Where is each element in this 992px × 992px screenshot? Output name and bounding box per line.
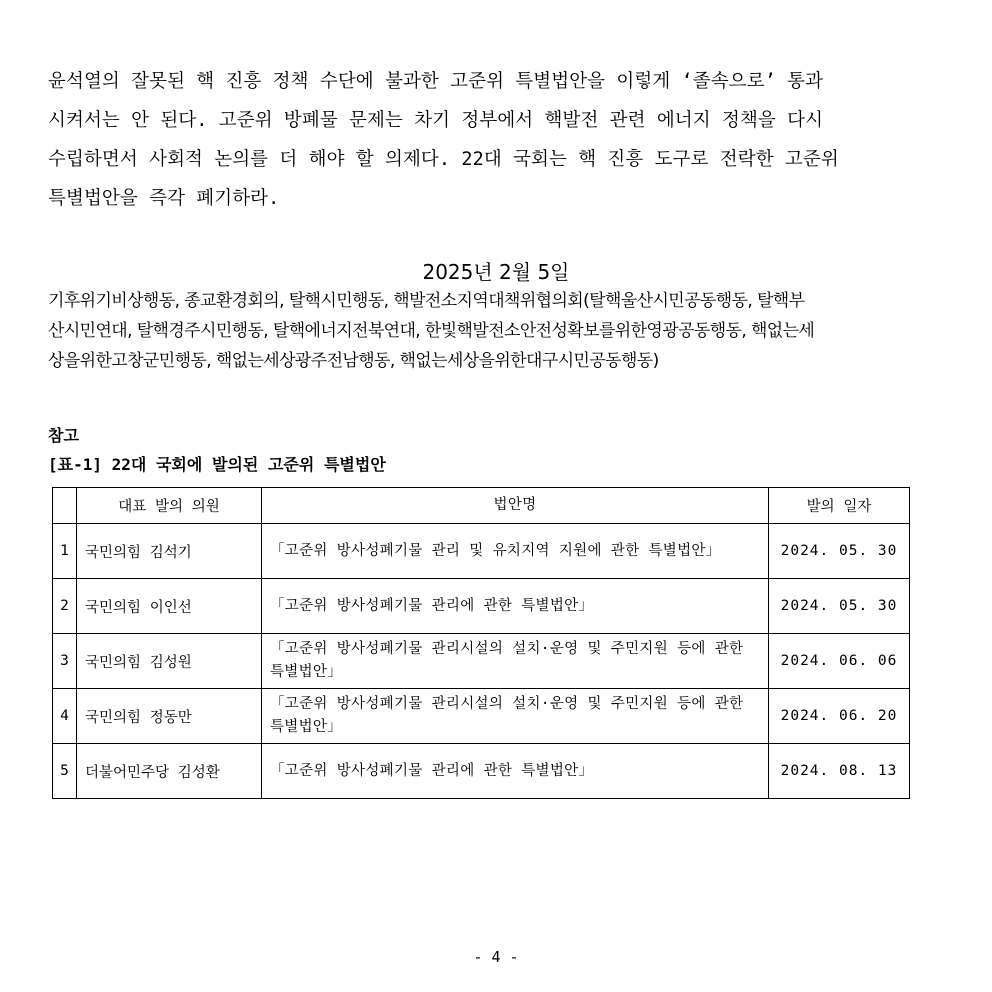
table-row bbox=[53, 634, 910, 689]
row-bill-title: 「고준위 방사성폐기물 관리에 관한 특별법안」 bbox=[262, 744, 769, 799]
table-row bbox=[53, 689, 910, 744]
table-caption: [표-1] 22대 국회에 발의된 고준위 특별법안 bbox=[48, 455, 386, 474]
page-number: - 4 - bbox=[473, 948, 519, 966]
row-bill-title: 「고준위 방사성폐기물 관리시설의 설치·운영 및 주민지원 등에 관한 특별법안」 bbox=[262, 634, 769, 689]
header-proposer: 대표 발의 의원 bbox=[77, 488, 262, 524]
row-number: 2 bbox=[53, 579, 77, 634]
row-number: 4 bbox=[53, 689, 77, 744]
row-bill-title: 「고준위 방사성폐기물 관리 및 유치지역 지원에 관한 특별법안」 bbox=[262, 524, 769, 579]
row-number: 3 bbox=[53, 634, 77, 689]
row-date: 2024. 05. 30 bbox=[769, 579, 910, 634]
signatory-organizations bbox=[48, 286, 948, 376]
statement-paragraph bbox=[48, 62, 944, 218]
row-proposer: 국민의힘 김성원 bbox=[77, 634, 262, 689]
table-row bbox=[53, 579, 910, 634]
paragraph-line: 수립하면서 사회적 논의를 더 해야 할 의제다. 22대 국회는 핵 진흥 도구로 전락한 고준위 bbox=[48, 149, 839, 170]
header-date: 발의 일자 bbox=[769, 488, 910, 524]
row-date: 2024. 05. 30 bbox=[769, 524, 910, 579]
row-number: 5 bbox=[53, 744, 77, 799]
paragraph-line: 특별법안을 즉각 폐기하라. bbox=[48, 188, 280, 209]
reference-label: 참고 bbox=[48, 426, 79, 445]
row-proposer: 국민의힘 이인선 bbox=[77, 579, 262, 634]
row-date: 2024. 08. 13 bbox=[769, 744, 910, 799]
table-row bbox=[53, 524, 910, 579]
row-date: 2024. 06. 20 bbox=[769, 689, 910, 744]
row-proposer: 더불어민주당 김성환 bbox=[77, 744, 262, 799]
bills-table bbox=[52, 487, 910, 799]
table-header-row bbox=[53, 488, 910, 524]
row-date: 2024. 06. 06 bbox=[769, 634, 910, 689]
header-number bbox=[53, 488, 77, 524]
paragraph-line: 윤석열의 잘못된 핵 진흥 정책 수단에 불과한 고준위 특별법안을 이렇게 ‘졸속으로’ 통과 bbox=[48, 71, 824, 92]
table-row bbox=[53, 744, 910, 799]
paragraph-line: 시켜서는 안 된다. 고준위 방폐물 문제는 차기 정부에서 핵발전 관련 에너지 정책을 다시 bbox=[48, 110, 824, 131]
row-bill-title: 「고준위 방사성폐기물 관리에 관한 특별법안」 bbox=[262, 579, 769, 634]
organizations-line: 기후위기비상행동, 종교환경회의, 탈핵시민행동, 핵발전소지역대책위협의회(탈핵울산시민공동행동, 탈핵부 bbox=[48, 291, 805, 311]
organizations-line: 상을위한고창군민행동, 핵없는세상광주전남행동, 핵없는세상을위한대구시민공동행동) bbox=[48, 351, 659, 371]
header-bill-title: 법안명 bbox=[262, 488, 769, 524]
statement-date: 2025년 2월 5일 bbox=[422, 260, 570, 284]
row-proposer: 국민의힘 정동만 bbox=[77, 689, 262, 744]
row-bill-title: 「고준위 방사성폐기물 관리시설의 설치·운영 및 주민지원 등에 관한 특별법안」 bbox=[262, 689, 769, 744]
organizations-line: 산시민연대, 탈핵경주시민행동, 탈핵에너지전북연대, 한빛핵발전소안전성확보를위한영광공동행동, 핵없는세 bbox=[48, 321, 815, 341]
row-number: 1 bbox=[53, 524, 77, 579]
row-proposer: 국민의힘 김석기 bbox=[77, 524, 262, 579]
